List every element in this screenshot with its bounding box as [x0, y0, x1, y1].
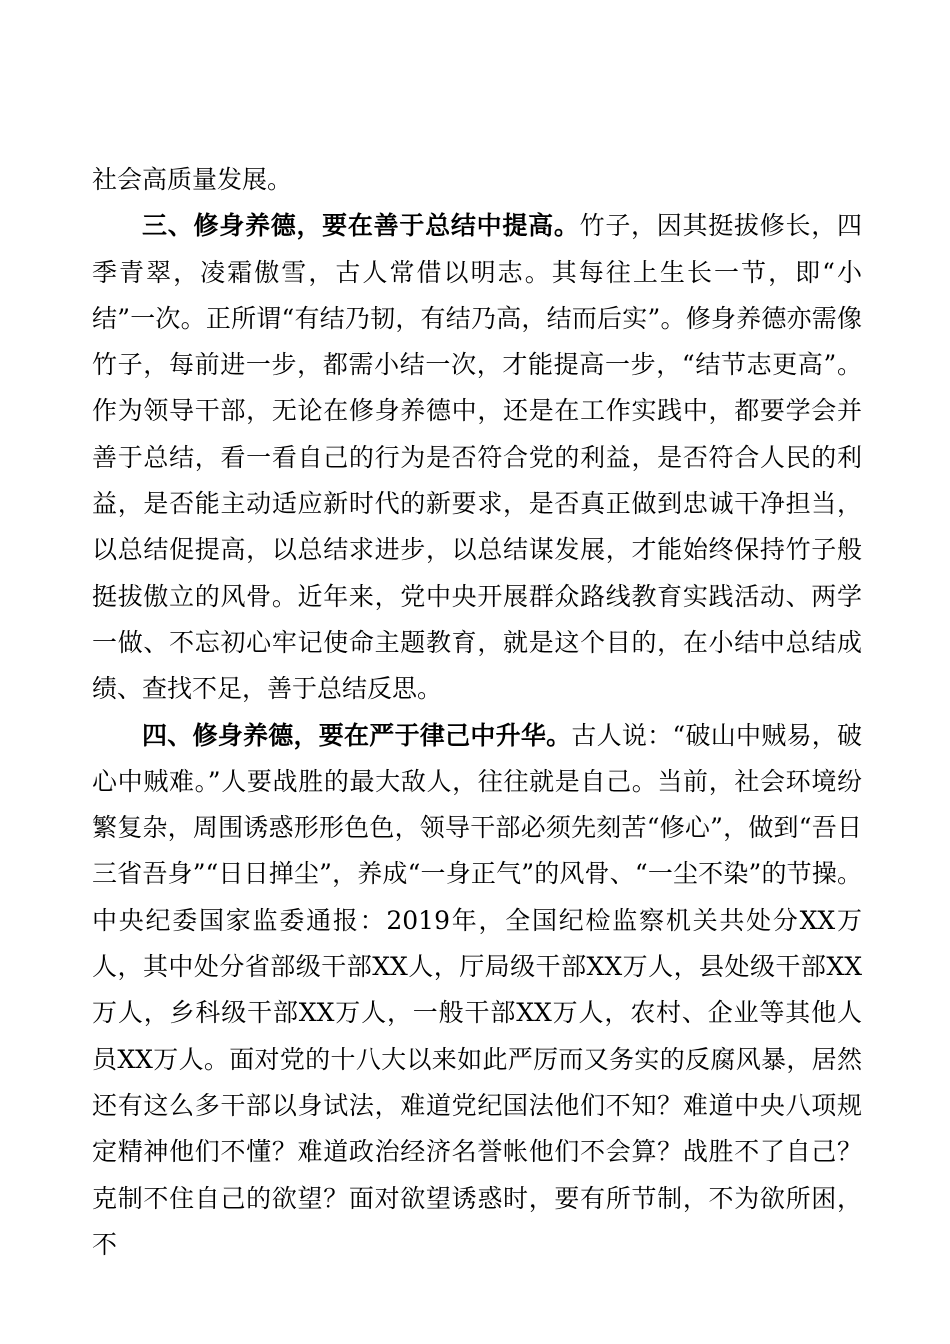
paragraph-text: 古人说：“破山中贼易，破心中贼难。”人要战胜的最大敌人，往往就是自己。当前，社会环境纷繁复杂，周围诱惑形形色色，领导干部必须先刻苦“修心”，做到“吾日三省吾身”“日日掸尘”，养成“一身正气”的风骨、“一尘不染”的节操。中央纪委国家监委通报：2019年，全国纪检监察机关共处分XX万人，其中处分省部级干部XX人，厅局级干部XX万人，县处级干部XX万人，乡科级干部XX万人，一般干部XX万人，农村、企业等其他人员XX万人。面对党的十八大以来如此严厉而又务实的反腐风暴，居然还有这么多干部以身试法，难道党纪国法他们不知？难道中央八项规定精神他们不懂？难道政治经济名誉帐他们不会算？战胜不了自己？克制不住自己的欲望？面对欲望诱惑时，要有所节制，不为欲所困，不 — [92, 720, 862, 1259]
paragraph-section-3 — [92, 203, 862, 712]
document-body — [92, 157, 862, 1268]
section-heading-4: 四、修身养德，要在严于律己中升华。 — [142, 720, 572, 750]
section-heading-3: 三、修身养德，要在善于总结中提高。 — [142, 211, 580, 241]
paragraph-text: 社会高质量发展。 — [92, 165, 293, 194]
paragraph-section-4 — [92, 713, 862, 1269]
paragraph-text: 竹子，因其挺拔修长，四季青翠，凌霜傲雪，古人常借以明志。其每往上生长一节，即“小结”一次。正所谓“有结乃韧，有结乃高，结而后实”。修身养德亦需像竹子，每前进一步，都需小结一次，才能提高一步，“结节志更高”。作为领导干部，无论在修身养德中，还是在工作实践中，都要学会并善于总结，看一看自己的行为是否符合党的利益，是否符合人民的利益，是否能主动适应新时代的新要求，是否真正做到忠诚干净担当，以总结促提高，以总结求进步，以总结谋发展，才能始终保持竹子般挺拔傲立的风骨。近年来，党中央开展群众路线教育实践活动、两学一做、不忘初心牢记使命主题教育，就是这个目的，在小结中总结成绩、查找不足，善于总结反思。 — [92, 211, 862, 704]
paragraph-continuation — [92, 157, 862, 203]
